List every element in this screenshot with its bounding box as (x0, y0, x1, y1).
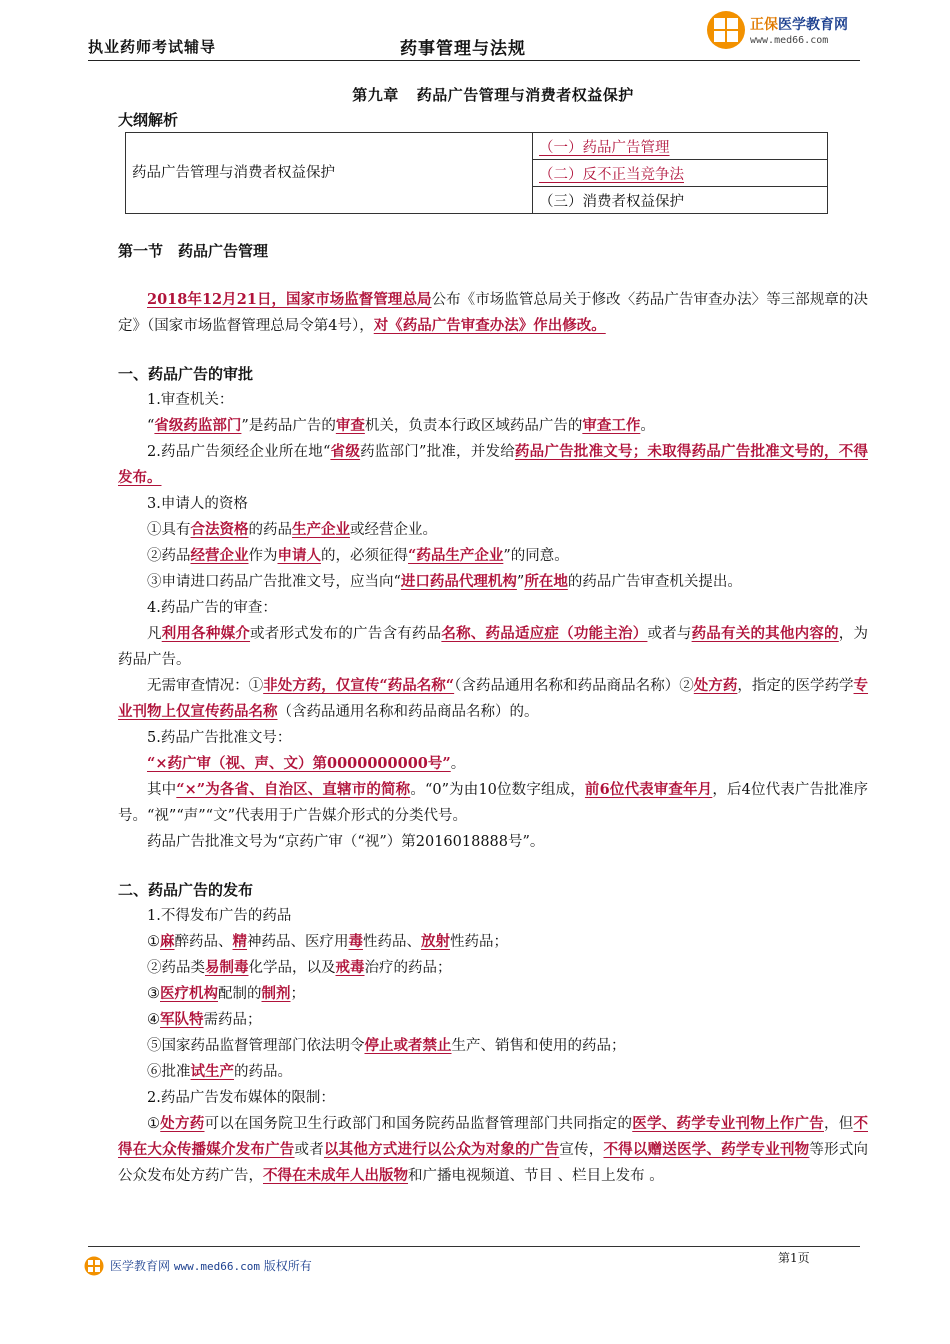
outline-item: （二）反不正当竞争法 (533, 160, 828, 187)
paragraph: 凡利用各种媒介或者形式发布的广告含有药品名称、药品适应症（功能主治）或者与药品有关的其他内容的，为药品广告。 (118, 625, 868, 668)
paragraph: ②药品经营企业作为申请人的，必须征得“药品生产企业”的同意。 (147, 547, 569, 564)
footer-site: 医学教育网 www.med66.com 版权所有 (110, 1259, 312, 1273)
paragraph: 2.药品广告须经企业所在地“省级药监部门”批准，并发给药品广告批准文号；未取得药品广告批准文号的，不得发布。 (118, 443, 869, 486)
intro-paragraph: 2018年12月21日，国家市场监督管理总局公布《市场监管总局关于修改〈药品广告审查办法〉等三部规章的决定》（国家市场监督管理总局令第4号），对《药品广告审查办法》作出修改。 (118, 291, 868, 334)
item-heading: 1.不得发布广告的药品 (147, 908, 292, 924)
list-item: ①麻醉药品、精神药品、医疗用毒性药品、放射性药品； (147, 933, 508, 950)
outline-heading: 大纲解析 (118, 111, 179, 129)
section-title: 第一节 药品广告管理 (118, 242, 269, 260)
list-item: ②药品类易制毒化学品，以及戒毒治疗的药品； (147, 959, 452, 976)
outline-table (125, 132, 828, 214)
brand-logo (706, 10, 866, 54)
item-heading: 5.药品广告批准文号： (147, 730, 292, 746)
paragraph: “×药广审（视、声、文）第0000000000号”。 (147, 755, 466, 772)
item-heading: 1.审查机关： (147, 392, 234, 408)
brand-logo-title: 正保医学教育网 (750, 17, 848, 33)
paragraph: 其中“×”为各省、自治区、直辖市的简称。“0”为由10位数字组成，前6位代表审查年月，后4位代表广告批准序号。“视”“声”“文”代表用于广告媒介形式的分类代号。 (118, 781, 869, 824)
page-number: 第1页 (778, 1251, 810, 1265)
brand-logo-icon (706, 10, 746, 50)
part1-title: 一、药品广告的审批 (118, 365, 254, 383)
paragraph: “省级药监部门”是药品广告的审查机关，负责本行政区域药品广告的审查工作。 (147, 417, 655, 434)
paragraph: 无需审查情况：①非处方药，仅宣传“药品名称“（含药品通用名称和药品商品名称）②处方药，指定的医学药学专业刊物上仅宣传药品名称（含药品通用名称和药品商品名称）的。 (118, 677, 869, 720)
list-item: ⑥批准试生产的药品。 (147, 1063, 292, 1080)
item-heading: 4.药品广告的审查： (147, 600, 277, 616)
item-heading: 3.申请人的资格 (147, 496, 248, 512)
part2-title: 二、药品广告的发布 (118, 881, 254, 899)
header-left-title: 执业药师考试辅导 (88, 38, 217, 56)
page-header (88, 0, 860, 61)
list-item: ④军队特需药品； (147, 1011, 262, 1028)
outline-topic: 药品广告管理与消费者权益保护 (126, 133, 533, 214)
header-subject: 药事管理与法规 (400, 39, 526, 59)
document-body (118, 78, 868, 1189)
footer-url[interactable]: www.med66.com (173, 1260, 260, 1273)
list-item: ③医疗机构配制的制剂； (147, 985, 305, 1002)
item-heading: 2.药品广告发布媒体的限制： (147, 1090, 335, 1106)
brand-logo-url: www.med66.com (750, 35, 829, 46)
chapter-title: 第九章 药品广告管理与消费者权益保护 (352, 86, 634, 104)
outline-item: （一）药品广告管理 (533, 133, 828, 160)
footer-rule (88, 1246, 860, 1247)
footer-logo-icon (84, 1256, 104, 1276)
outline-item: （三）消费者权益保护 (533, 187, 828, 214)
paragraph: ③申请进口药品广告批准文号，应当向“进口药品代理机构”所在地的药品广告审查机关提出。 (147, 573, 742, 590)
paragraph: ①处方药可以在国务院卫生行政部门和国务院药品监督管理部门共同指定的医学、药学专业刊物上作广告，但不得在大众传播媒介发布广告或者以其他方式进行以公众为对象的广告宣传，不得以赠送医学、药学专业刊物等形式向公众发布处方药广告，不得在未成年人出版物和广播电视频道、节目 、栏目上发布 。 (118, 1115, 869, 1184)
paragraph: 药品广告批准文号为“京药广审（“视”）第2016018888号”。 (147, 834, 545, 850)
list-item: ⑤国家药品监督管理部门依法明令停止或者禁止生产、销售和使用的药品； (147, 1037, 626, 1054)
paragraph: ①具有合法资格的药品生产企业或经营企业。 (147, 521, 437, 538)
